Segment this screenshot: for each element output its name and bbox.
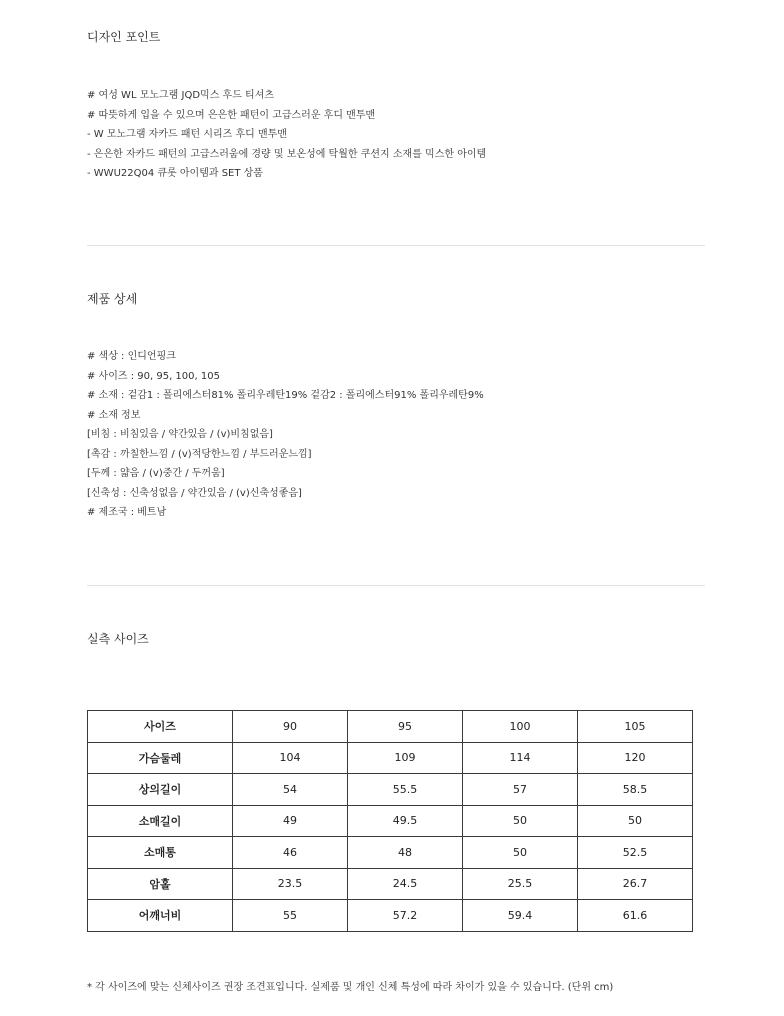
- table-cell: 57: [463, 774, 578, 806]
- row-label-armhole: 암홀: [88, 868, 233, 900]
- row-label-chest: 가슴둘레: [88, 742, 233, 774]
- table-cell: 49: [233, 805, 348, 837]
- table-cell: 23.5: [233, 868, 348, 900]
- table-cell: 24.5: [348, 868, 463, 900]
- product-detail-line: [두께 : 얇음 / (v)중간 / 두꺼움]: [87, 468, 225, 479]
- design-point-line: - W 모노그램 자카드 패턴 시리즈 후디 맨투맨: [87, 129, 287, 140]
- product-detail-title: 제품 상세: [87, 292, 138, 306]
- table-cell: 50: [463, 805, 578, 837]
- size-header-cell: 사이즈: [88, 711, 233, 743]
- section-divider: [87, 585, 705, 586]
- size-header-cell: 90: [233, 711, 348, 743]
- row-label-length: 상의길이: [88, 774, 233, 806]
- table-row: [88, 742, 693, 774]
- table-cell: 50: [463, 837, 578, 869]
- table-cell: 104: [233, 742, 348, 774]
- size-table-header-row: [88, 711, 693, 743]
- table-cell: 52.5: [578, 837, 693, 869]
- table-cell: 59.4: [463, 900, 578, 932]
- design-point-line: # 여성 WL 모노그램 JQD믹스 후드 티셔츠: [87, 90, 275, 101]
- size-table: [87, 710, 693, 932]
- design-point-line: - WWU22Q04 큐롯 아이템과 SET 상품: [87, 168, 263, 179]
- table-cell: 58.5: [578, 774, 693, 806]
- table-cell: 57.2: [348, 900, 463, 932]
- product-detail-line: [촉감 : 까칠한느낌 / (v)적당한느낌 / 부드러운느낌]: [87, 448, 312, 460]
- product-detail-line: [비침 : 비침있음 / 약간있음 / (v)비침없음]: [87, 429, 273, 440]
- table-cell: 48: [348, 837, 463, 869]
- product-detail-line: # 소재 정보: [87, 409, 141, 421]
- product-detail-line: # 색상 : 인디언핑크: [87, 351, 176, 362]
- row-label-sleeve-length: 소매길이: [88, 805, 233, 837]
- size-header-cell: 105: [578, 711, 693, 743]
- design-point-line: - 은은한 자카드 패턴의 고급스러움에 경량 및 보온성에 탁월한 쿠션지 소재를 믹스한 아이템: [87, 148, 487, 160]
- table-row: [88, 774, 693, 806]
- table-row: [88, 900, 693, 932]
- size-header-cell: 95: [348, 711, 463, 743]
- table-cell: 61.6: [578, 900, 693, 932]
- table-cell: 55: [233, 900, 348, 932]
- table-row: [88, 837, 693, 869]
- table-cell: 49.5: [348, 805, 463, 837]
- measured-size-title: 실측 사이즈: [87, 632, 149, 646]
- size-header-cell: 100: [463, 711, 578, 743]
- product-detail-line: [신축성 : 신축성없음 / 약간있음 / (v)신축성좋음]: [87, 487, 302, 499]
- product-detail-line: # 소재 : 겉감1 : 폴리에스터81% 폴리우레탄19% 겉감2 : 폴리에스터91% 폴리우레탄9%: [87, 390, 484, 401]
- table-cell: 120: [578, 742, 693, 774]
- table-cell: 46: [233, 837, 348, 869]
- design-point-list: [87, 86, 486, 184]
- table-cell: 109: [348, 742, 463, 774]
- design-point-line: # 따뜻하게 입을 수 있으며 은은한 패턴이 고급스러운 후디 맨투맨: [87, 109, 376, 121]
- row-label-shoulder: 어깨너비: [88, 900, 233, 932]
- product-detail-list: [87, 347, 484, 523]
- table-cell: 55.5: [348, 774, 463, 806]
- table-cell: 25.5: [463, 868, 578, 900]
- size-footnote: * 각 사이즈에 맞는 신체사이즈 권장 조견표입니다. 실제품 및 개인 신체 특성에 따라 차이가 있을 수 있습니다. (단위 cm): [87, 982, 614, 993]
- row-label-sleeve-width: 소매통: [88, 837, 233, 869]
- design-point-title: 디자인 포인트: [87, 30, 161, 44]
- section-divider: [87, 245, 705, 246]
- table-row: [88, 868, 693, 900]
- table-row: [88, 805, 693, 837]
- product-detail-line: # 사이즈 : 90, 95, 100, 105: [87, 370, 220, 382]
- table-cell: 114: [463, 742, 578, 774]
- product-detail-line: # 제조국 : 베트남: [87, 507, 167, 518]
- table-cell: 50: [578, 805, 693, 837]
- table-cell: 26.7: [578, 868, 693, 900]
- table-cell: 54: [233, 774, 348, 806]
